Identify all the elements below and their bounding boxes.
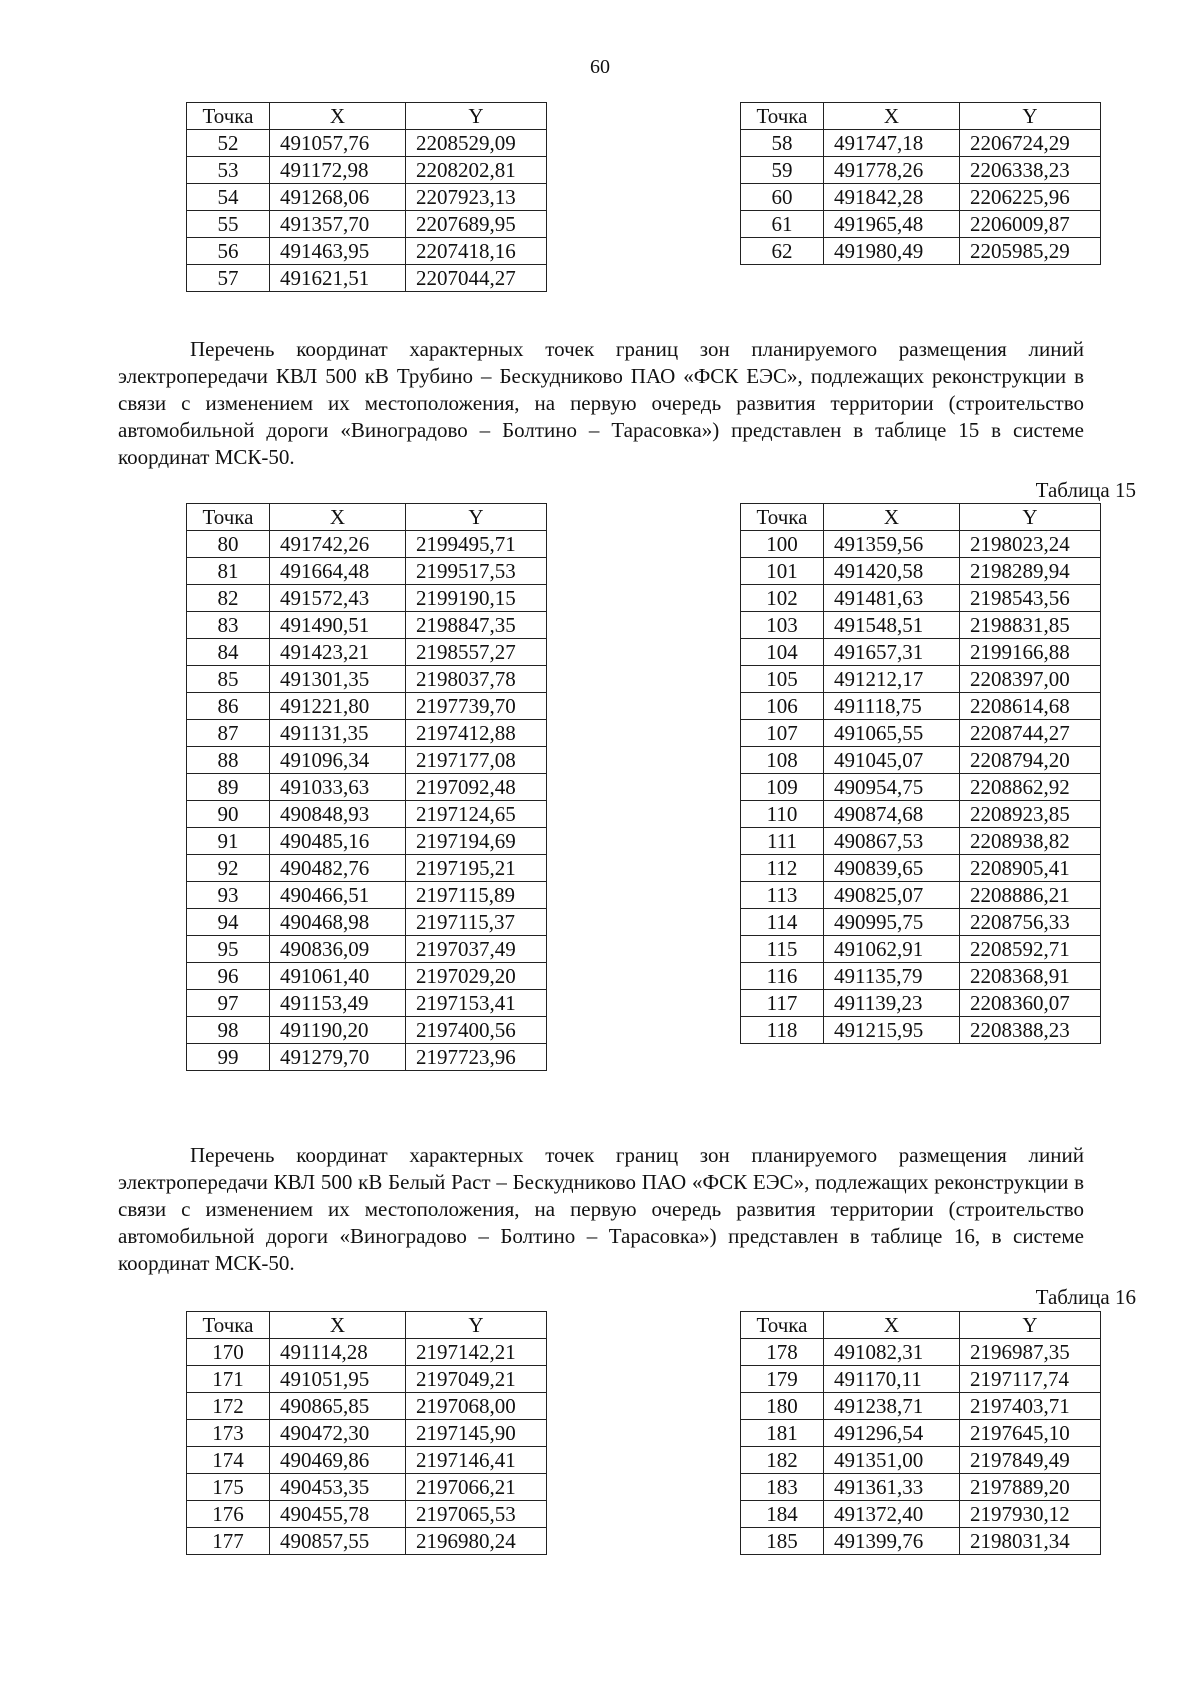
y-cell: 2197092,48 (406, 774, 547, 801)
point-cell: 118 (741, 1017, 824, 1044)
table-row (741, 720, 1101, 747)
point-cell: 108 (741, 747, 824, 774)
point-cell: 102 (741, 585, 824, 612)
y-cell: 2198031,34 (960, 1528, 1101, 1555)
y-cell: 2207044,27 (406, 265, 547, 292)
y-cell: 2206225,96 (960, 184, 1101, 211)
x-cell: 491420,58 (824, 558, 960, 585)
table-15-right (740, 503, 1101, 1044)
table-row (187, 1474, 547, 1501)
point-cell: 107 (741, 720, 824, 747)
point-cell: 86 (187, 693, 270, 720)
y-cell: 2207923,13 (406, 184, 547, 211)
column-header-x: X (824, 504, 960, 531)
point-cell: 94 (187, 909, 270, 936)
point-cell: 183 (741, 1474, 824, 1501)
y-cell: 2197146,41 (406, 1447, 547, 1474)
point-cell: 52 (187, 130, 270, 157)
x-cell: 490472,30 (270, 1420, 406, 1447)
y-cell: 2208397,00 (960, 666, 1101, 693)
table-row (187, 531, 547, 558)
x-cell: 490857,55 (270, 1528, 406, 1555)
column-header-y: Y (960, 1312, 1101, 1339)
page-number: 60 (590, 56, 610, 78)
table-row (741, 639, 1101, 666)
x-cell: 491747,18 (824, 130, 960, 157)
y-cell: 2197400,56 (406, 1017, 547, 1044)
table-row (187, 693, 547, 720)
column-header-y: Y (406, 1312, 547, 1339)
point-cell: 95 (187, 936, 270, 963)
point-cell: 88 (187, 747, 270, 774)
y-cell: 2197117,74 (960, 1366, 1101, 1393)
point-cell: 178 (741, 1339, 824, 1366)
table-row (741, 936, 1101, 963)
y-cell: 2208360,07 (960, 990, 1101, 1017)
x-cell: 491190,20 (270, 1017, 406, 1044)
table-row (187, 1501, 547, 1528)
y-cell: 2197124,65 (406, 801, 547, 828)
x-cell: 491372,40 (824, 1501, 960, 1528)
point-cell: 93 (187, 882, 270, 909)
y-cell: 2208756,33 (960, 909, 1101, 936)
y-cell: 2197194,69 (406, 828, 547, 855)
x-cell: 491114,28 (270, 1339, 406, 1366)
point-cell: 109 (741, 774, 824, 801)
y-cell: 2208923,85 (960, 801, 1101, 828)
y-cell: 2197049,21 (406, 1366, 547, 1393)
y-cell: 2197115,89 (406, 882, 547, 909)
point-cell: 179 (741, 1366, 824, 1393)
point-cell: 96 (187, 963, 270, 990)
point-cell: 62 (741, 238, 824, 265)
table-row (187, 909, 547, 936)
y-cell: 2199495,71 (406, 531, 547, 558)
x-cell: 491842,28 (824, 184, 960, 211)
table-row (187, 1393, 547, 1420)
point-cell: 113 (741, 882, 824, 909)
table-row (741, 1501, 1101, 1528)
table-row (741, 1393, 1101, 1420)
table-header-row (741, 504, 1101, 531)
y-cell: 2208886,21 (960, 882, 1101, 909)
x-cell: 491221,80 (270, 693, 406, 720)
x-cell: 490453,35 (270, 1474, 406, 1501)
x-cell: 491172,98 (270, 157, 406, 184)
point-cell: 81 (187, 558, 270, 585)
column-header-x: X (824, 1312, 960, 1339)
point-cell: 55 (187, 211, 270, 238)
column-header-point: Точка (741, 504, 824, 531)
table-row (741, 1017, 1101, 1044)
x-cell: 491045,07 (824, 747, 960, 774)
x-cell: 490839,65 (824, 855, 960, 882)
table-row (187, 882, 547, 909)
x-cell: 491357,70 (270, 211, 406, 238)
point-cell: 103 (741, 612, 824, 639)
table-header-row (187, 103, 547, 130)
point-cell: 176 (187, 1501, 270, 1528)
x-cell: 491301,35 (270, 666, 406, 693)
caption-table-15: Таблица 15 (1035, 478, 1136, 502)
point-cell: 114 (741, 909, 824, 936)
x-cell: 491423,21 (270, 639, 406, 666)
y-cell: 2197065,53 (406, 1501, 547, 1528)
table-row (187, 666, 547, 693)
paragraph-table-15: Перечень координат характерных точек границ зон планируемого размещения линий электропередачи КВЛ 500 кВ Трубино – Бескудниково ПАО «ФСК ЕЭС», подлежащих реконструкции в связи с изменением их местоположения, на первую очередь развития территории (строительство автомобильной дороги «Виноградово – Болтино – Тарасовка») представлен в таблице 15 в системе координат МСК-50. (118, 337, 1084, 469)
y-cell: 2208368,91 (960, 963, 1101, 990)
table-row (187, 1339, 547, 1366)
point-cell: 100 (741, 531, 824, 558)
table-row (741, 963, 1101, 990)
table-row (187, 639, 547, 666)
point-cell: 173 (187, 1420, 270, 1447)
y-cell: 2197153,41 (406, 990, 547, 1017)
x-cell: 490867,53 (824, 828, 960, 855)
y-cell: 2208592,71 (960, 936, 1101, 963)
table-row (741, 747, 1101, 774)
x-cell: 491062,91 (824, 936, 960, 963)
table-row (187, 265, 547, 292)
table-row (741, 1366, 1101, 1393)
y-cell: 2197066,21 (406, 1474, 547, 1501)
table-16-right (740, 1311, 1101, 1555)
table-row (741, 558, 1101, 585)
x-cell: 491153,49 (270, 990, 406, 1017)
x-cell: 491296,54 (824, 1420, 960, 1447)
y-cell: 2198557,27 (406, 639, 547, 666)
table-row (187, 801, 547, 828)
table-header-row (187, 1312, 547, 1339)
y-cell: 2197889,20 (960, 1474, 1101, 1501)
y-cell: 2206009,87 (960, 211, 1101, 238)
x-cell: 491463,95 (270, 238, 406, 265)
point-cell: 89 (187, 774, 270, 801)
point-cell: 61 (741, 211, 824, 238)
x-cell: 490848,93 (270, 801, 406, 828)
y-cell: 2197068,00 (406, 1393, 547, 1420)
table-header-row (741, 103, 1101, 130)
x-cell: 491279,70 (270, 1044, 406, 1071)
point-cell: 83 (187, 612, 270, 639)
column-header-x: X (270, 1312, 406, 1339)
y-cell: 2197037,49 (406, 936, 547, 963)
point-cell: 106 (741, 693, 824, 720)
table-row (187, 747, 547, 774)
table-row (187, 1044, 547, 1071)
table-row (741, 801, 1101, 828)
y-cell: 2198847,35 (406, 612, 547, 639)
x-cell: 491481,63 (824, 585, 960, 612)
x-cell: 490455,78 (270, 1501, 406, 1528)
table-row (187, 211, 547, 238)
table-row (187, 612, 547, 639)
y-cell: 2198543,56 (960, 585, 1101, 612)
table-row (741, 238, 1101, 265)
x-cell: 490874,68 (824, 801, 960, 828)
y-cell: 2208744,27 (960, 720, 1101, 747)
y-cell: 2208202,81 (406, 157, 547, 184)
point-cell: 110 (741, 801, 824, 828)
point-cell: 84 (187, 639, 270, 666)
table-row (187, 963, 547, 990)
y-cell: 2206724,29 (960, 130, 1101, 157)
table-row (187, 936, 547, 963)
table-row (187, 774, 547, 801)
y-cell: 2199166,88 (960, 639, 1101, 666)
point-cell: 181 (741, 1420, 824, 1447)
column-header-x: X (824, 103, 960, 130)
point-cell: 182 (741, 1447, 824, 1474)
table-row (741, 1474, 1101, 1501)
point-cell: 171 (187, 1366, 270, 1393)
y-cell: 2197723,96 (406, 1044, 547, 1071)
point-cell: 172 (187, 1393, 270, 1420)
x-cell: 491131,35 (270, 720, 406, 747)
y-cell: 2197145,90 (406, 1420, 547, 1447)
x-cell: 491057,76 (270, 130, 406, 157)
x-cell: 491657,31 (824, 639, 960, 666)
x-cell: 491096,34 (270, 747, 406, 774)
point-cell: 174 (187, 1447, 270, 1474)
y-cell: 2198037,78 (406, 666, 547, 693)
x-cell: 491548,51 (824, 612, 960, 639)
x-cell: 491621,51 (270, 265, 406, 292)
y-cell: 2198023,24 (960, 531, 1101, 558)
x-cell: 491572,43 (270, 585, 406, 612)
x-cell: 490466,51 (270, 882, 406, 909)
x-cell: 491742,26 (270, 531, 406, 558)
x-cell: 491170,11 (824, 1366, 960, 1393)
x-cell: 491212,17 (824, 666, 960, 693)
point-cell: 116 (741, 963, 824, 990)
point-cell: 57 (187, 265, 270, 292)
table-row (187, 1017, 547, 1044)
point-cell: 115 (741, 936, 824, 963)
column-header-y: Y (406, 103, 547, 130)
point-cell: 101 (741, 558, 824, 585)
x-cell: 491399,76 (824, 1528, 960, 1555)
x-cell: 491268,06 (270, 184, 406, 211)
point-cell: 91 (187, 828, 270, 855)
table-row (741, 1447, 1101, 1474)
x-cell: 491051,95 (270, 1366, 406, 1393)
x-cell: 490468,98 (270, 909, 406, 936)
x-cell: 490485,16 (270, 828, 406, 855)
point-cell: 104 (741, 639, 824, 666)
table-row (187, 1366, 547, 1393)
table-row (741, 666, 1101, 693)
table-row (187, 1420, 547, 1447)
point-cell: 58 (741, 130, 824, 157)
y-cell: 2208614,68 (960, 693, 1101, 720)
point-cell: 99 (187, 1044, 270, 1071)
table-row (741, 990, 1101, 1017)
y-cell: 2197403,71 (960, 1393, 1101, 1420)
y-cell: 2196980,24 (406, 1528, 547, 1555)
column-header-point: Точка (187, 103, 270, 130)
x-cell: 491118,75 (824, 693, 960, 720)
table-header-row (741, 1312, 1101, 1339)
y-cell: 2205985,29 (960, 238, 1101, 265)
y-cell: 2198289,94 (960, 558, 1101, 585)
x-cell: 491065,55 (824, 720, 960, 747)
x-cell: 491061,40 (270, 963, 406, 990)
point-cell: 180 (741, 1393, 824, 1420)
table-row (741, 184, 1101, 211)
table-row (741, 774, 1101, 801)
y-cell: 2197195,21 (406, 855, 547, 882)
point-cell: 82 (187, 585, 270, 612)
table-row (187, 990, 547, 1017)
x-cell: 491135,79 (824, 963, 960, 990)
y-cell: 2208905,41 (960, 855, 1101, 882)
point-cell: 98 (187, 1017, 270, 1044)
point-cell: 105 (741, 666, 824, 693)
x-cell: 490865,85 (270, 1393, 406, 1420)
column-header-point: Точка (741, 1312, 824, 1339)
point-cell: 111 (741, 828, 824, 855)
x-cell: 490482,76 (270, 855, 406, 882)
y-cell: 2207418,16 (406, 238, 547, 265)
point-cell: 80 (187, 531, 270, 558)
y-cell: 2198831,85 (960, 612, 1101, 639)
column-header-y: Y (960, 504, 1101, 531)
x-cell: 491980,49 (824, 238, 960, 265)
point-cell: 184 (741, 1501, 824, 1528)
y-cell: 2197029,20 (406, 963, 547, 990)
point-cell: 53 (187, 157, 270, 184)
column-header-x: X (270, 103, 406, 130)
table-row (741, 130, 1101, 157)
table-16-left (186, 1311, 547, 1555)
table-row (187, 1447, 547, 1474)
y-cell: 2197739,70 (406, 693, 547, 720)
table-row (741, 1528, 1101, 1555)
x-cell: 491664,48 (270, 558, 406, 585)
x-cell: 491139,23 (824, 990, 960, 1017)
x-cell: 490825,07 (824, 882, 960, 909)
column-header-y: Y (960, 103, 1101, 130)
table-row (741, 828, 1101, 855)
y-cell: 2199190,15 (406, 585, 547, 612)
caption-table-16: Таблица 16 (1035, 1285, 1136, 1309)
table-row (741, 693, 1101, 720)
table-row (187, 130, 547, 157)
table-row (741, 211, 1101, 238)
point-cell: 117 (741, 990, 824, 1017)
y-cell: 2208794,20 (960, 747, 1101, 774)
table-row (187, 157, 547, 184)
table-row (187, 828, 547, 855)
y-cell: 2197849,49 (960, 1447, 1101, 1474)
x-cell: 491033,63 (270, 774, 406, 801)
x-cell: 491238,71 (824, 1393, 960, 1420)
x-cell: 491351,00 (824, 1447, 960, 1474)
point-cell: 59 (741, 157, 824, 184)
x-cell: 490995,75 (824, 909, 960, 936)
point-cell: 90 (187, 801, 270, 828)
table-row (741, 585, 1101, 612)
table-row (741, 612, 1101, 639)
point-cell: 92 (187, 855, 270, 882)
table-15-left (186, 503, 547, 1071)
y-cell: 2208529,09 (406, 130, 547, 157)
table-row (187, 558, 547, 585)
column-header-y: Y (406, 504, 547, 531)
x-cell: 490469,86 (270, 1447, 406, 1474)
y-cell: 2199517,53 (406, 558, 547, 585)
x-cell: 491361,33 (824, 1474, 960, 1501)
x-cell: 491965,48 (824, 211, 960, 238)
point-cell: 185 (741, 1528, 824, 1555)
table-row (741, 1339, 1101, 1366)
x-cell: 491359,56 (824, 531, 960, 558)
paragraph-table-16: Перечень координат характерных точек границ зон планируемого размещения линий электропередачи КВЛ 500 кВ Белый Раст – Бескудниково ПАО «ФСК ЕЭС», подлежащих реконструкции в связи с изменением их местоположения, на первую очередь развития территории (строительство автомобильной дороги «Виноградово – Болтино – Тарасовка») представлен в таблице 16, в системе координат МСК-50. (118, 1143, 1084, 1275)
point-cell: 112 (741, 855, 824, 882)
table-row (741, 882, 1101, 909)
table-row (741, 531, 1101, 558)
point-cell: 54 (187, 184, 270, 211)
y-cell: 2207689,95 (406, 211, 547, 238)
y-cell: 2196987,35 (960, 1339, 1101, 1366)
table-row (187, 855, 547, 882)
point-cell: 56 (187, 238, 270, 265)
x-cell: 491778,26 (824, 157, 960, 184)
point-cell: 87 (187, 720, 270, 747)
y-cell: 2197177,08 (406, 747, 547, 774)
point-cell: 85 (187, 666, 270, 693)
x-cell: 490954,75 (824, 774, 960, 801)
x-cell: 491490,51 (270, 612, 406, 639)
table-row (741, 909, 1101, 936)
column-header-point: Точка (741, 103, 824, 130)
y-cell: 2197115,37 (406, 909, 547, 936)
y-cell: 2197142,21 (406, 1339, 547, 1366)
x-cell: 490836,09 (270, 936, 406, 963)
y-cell: 2208938,82 (960, 828, 1101, 855)
y-cell: 2208862,92 (960, 774, 1101, 801)
table-row (741, 157, 1101, 184)
table-top-right (740, 102, 1101, 265)
table-top-left (186, 102, 547, 292)
table-row (187, 585, 547, 612)
table-row (187, 238, 547, 265)
point-cell: 60 (741, 184, 824, 211)
point-cell: 97 (187, 990, 270, 1017)
column-header-point: Точка (187, 1312, 270, 1339)
y-cell: 2208388,23 (960, 1017, 1101, 1044)
y-cell: 2197412,88 (406, 720, 547, 747)
column-header-point: Точка (187, 504, 270, 531)
x-cell: 491215,95 (824, 1017, 960, 1044)
table-row (187, 720, 547, 747)
table-row (187, 184, 547, 211)
point-cell: 175 (187, 1474, 270, 1501)
column-header-x: X (270, 504, 406, 531)
table-row (741, 855, 1101, 882)
y-cell: 2197645,10 (960, 1420, 1101, 1447)
table-header-row (187, 504, 547, 531)
y-cell: 2197930,12 (960, 1501, 1101, 1528)
table-row (187, 1528, 547, 1555)
point-cell: 177 (187, 1528, 270, 1555)
y-cell: 2206338,23 (960, 157, 1101, 184)
point-cell: 170 (187, 1339, 270, 1366)
table-row (741, 1420, 1101, 1447)
x-cell: 491082,31 (824, 1339, 960, 1366)
